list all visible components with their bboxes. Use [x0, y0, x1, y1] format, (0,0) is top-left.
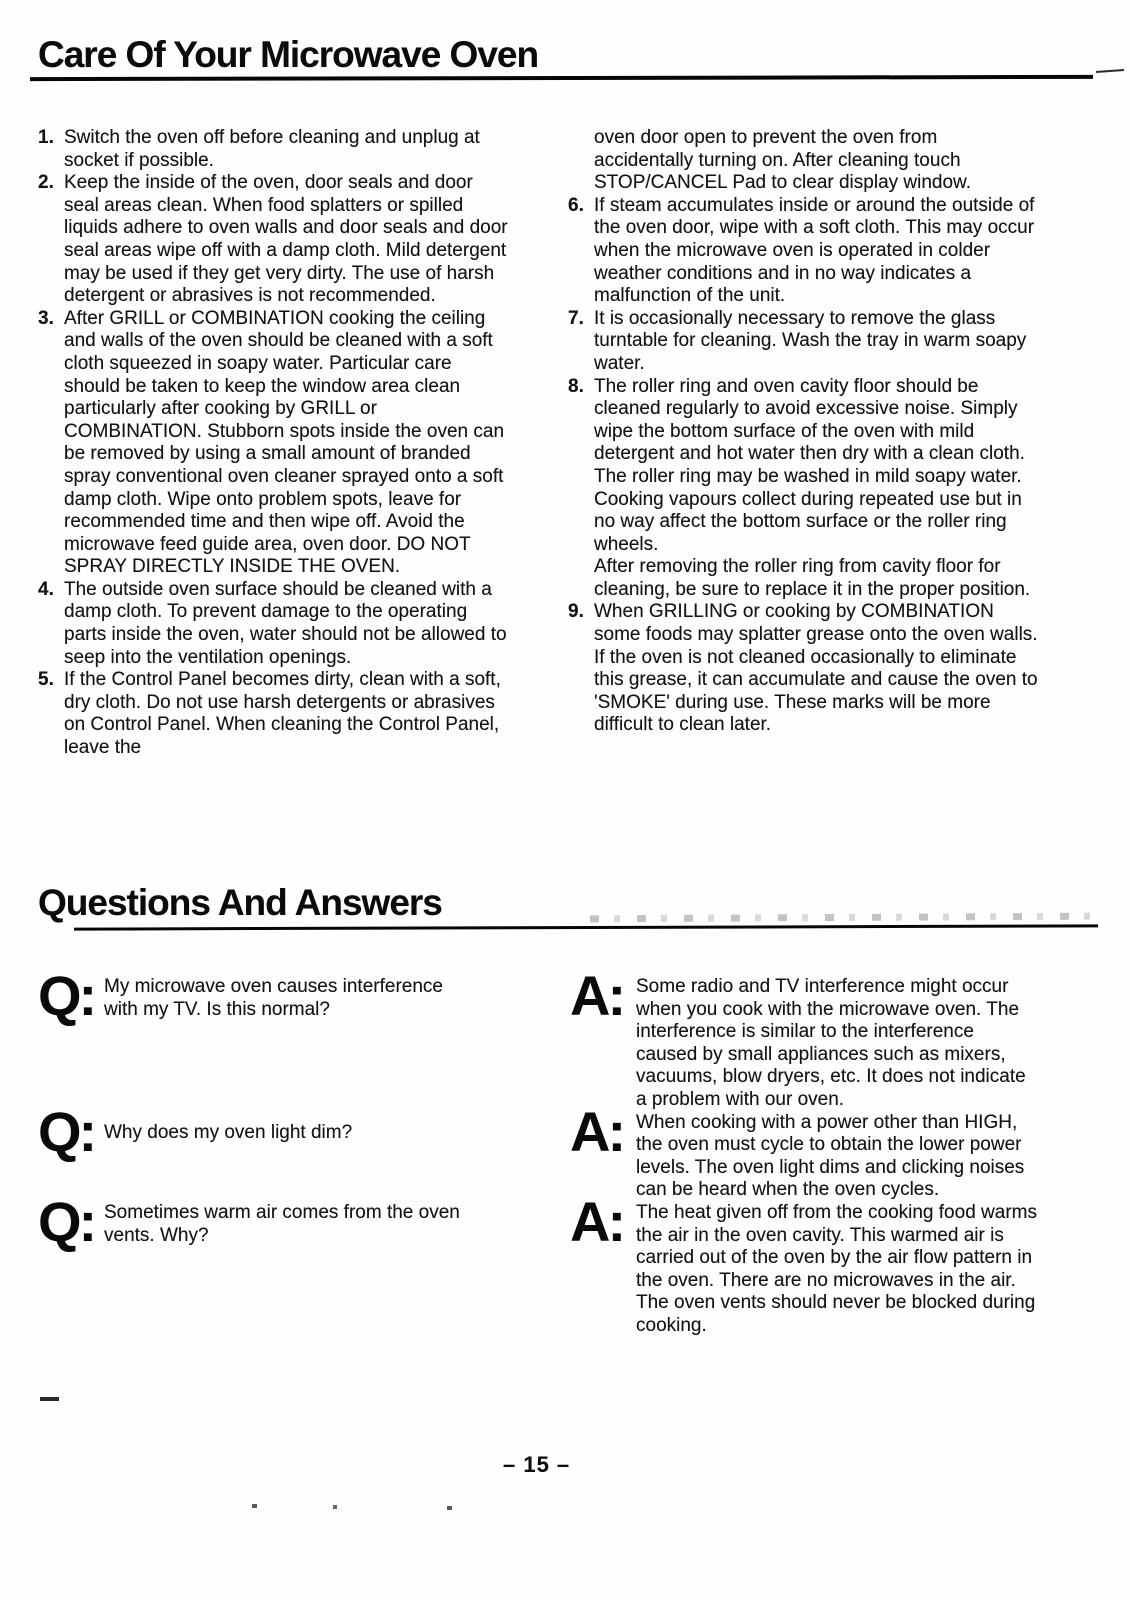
item-number: 3. [38, 307, 54, 329]
item-text: After removing the roller ring from cavity floor for cleaning, be sure to replace it in the proper position. [594, 556, 1031, 600]
answer-block [570, 1099, 1100, 1202]
care-list-right [568, 127, 1040, 760]
qa-pair-3 [38, 1189, 1100, 1338]
qa-section [38, 964, 1100, 1338]
item-text: oven door open to prevent the oven from accidentally turning on. After cleaning touch STOP/CANCEL Pad to clear display window. [594, 127, 972, 194]
question-text-wrap [104, 976, 476, 1021]
item-text: Switch the oven off before cleaning and unplug at socket if possible. [64, 127, 480, 171]
a-marker: A: [570, 1189, 624, 1253]
care-item-4 [38, 579, 512, 669]
q-marker: Q: [38, 1189, 95, 1253]
care-item-5-continued [568, 127, 1040, 195]
item-number [568, 127, 594, 195]
question-text: Why does my oven light dim? [104, 1122, 353, 1144]
item-number: 8. [568, 375, 584, 397]
item-number: 1. [38, 127, 54, 148]
item-number: 5. [38, 669, 54, 691]
care-item-8-continued [568, 556, 1040, 601]
question-text-wrap [104, 1112, 352, 1156]
item-number: 6. [568, 194, 584, 216]
care-section-title: Care Of Your Microwave Oven [38, 34, 539, 75]
question-block [38, 1099, 570, 1163]
care-item-9 [568, 601, 1040, 737]
care-item-7 [568, 308, 1040, 376]
care-item-6 [568, 195, 1040, 308]
care-item-3 [38, 308, 512, 579]
qa-section-title: Questions And Answers [38, 882, 442, 923]
care-item-8 [568, 376, 1040, 557]
item-number: 7. [568, 307, 584, 329]
scan-artifact-smudge [590, 913, 1100, 923]
question-text: Sometimes warm air comes from the oven vents. Why? [104, 1201, 460, 1246]
qa-pair-2 [38, 1099, 1100, 1202]
question-block [38, 964, 570, 1027]
care-title-divider [30, 75, 1093, 81]
item-text: When GRILLING or cooking by COMBINATION some foods may splatter grease onto the oven walls. If the oven is not cleaned occasionally to eliminate this grease, it can accumulate and cause the oven to 'SMOKE' during use. These marks will be more difficult to clean later. [594, 601, 1038, 736]
answer-text: Some radio and TV interference might occur when you cook with the microwave oven. The interference is similar to the interference caused by small appliances such as mixers, vacuums, blow dryers, etc. It does not indicate a problem with our oven. [636, 976, 1026, 1110]
care-item-5 [38, 669, 512, 759]
care-item-1 [38, 127, 512, 172]
scan-artifact-speck [447, 1506, 452, 1510]
a-marker: A: [570, 964, 624, 1027]
qa-pair-1 [38, 964, 1100, 1112]
item-number: 9. [568, 601, 584, 623]
item-text: After GRILL or COMBINATION cooking the ceiling and walls of the oven should be cleaned with a soft cloth squeezed in soapy water. Particular care should be taken to keep the window area clean particularly after cooking by GRILL or COMBINATION. Stubborn spots inside the oven can be removed by using a small amount of branded spray conventional oven cleaner sprayed onto a soft damp cloth. Wipe onto problem spots, leave for recommended time and then wipe off. Avoid the microwave feed guide area, oven door. DO NOT SPRAY DIRECTLY INSIDE THE OVEN. [64, 307, 505, 578]
page-number: – 15 – [503, 1452, 571, 1477]
q-marker: Q: [38, 1099, 95, 1163]
item-text: If steam accumulates inside or around the outside of the oven door, wipe with a soft cloth. This may occur when the microwave oven is operated in colder weather conditions and in no way indicates a malfunction of the unit. [594, 194, 1035, 307]
item-text: The roller ring and oven cavity floor should be cleaned regularly to avoid excessive noise. Simply wipe the bottom surface of the oven with mild detergent and hot water then dry with a clean cloth. The roller ring may be washed in mild soapy water. Cooking vapours collect during repeated use but in no way affect the bottom surface or the roller ring wheels. [594, 375, 1025, 555]
item-text: It is occasionally necessary to remove the glass turntable for cleaning. Wash the tray in warm soapy water. [594, 307, 1027, 374]
care-instructions [38, 127, 1040, 760]
care-list-left [38, 127, 512, 760]
answer-text: When cooking with a power other than HIGH, the oven must cycle to obtain the lower power levels. The oven light dims and clicking noises can be heard when the oven cycles. [636, 1111, 1025, 1201]
q-marker: Q: [38, 964, 95, 1027]
item-number: 2. [38, 172, 54, 194]
answer-block [570, 1189, 1100, 1338]
scan-artifact-dash [40, 1397, 59, 1401]
item-number [568, 556, 594, 601]
question-text-wrap [104, 1202, 476, 1247]
question-block [38, 1189, 570, 1253]
item-text: If the Control Panel becomes dirty, clean with a soft, dry cloth. Do not use harsh detergents or abrasives on Control Panel. When cleaning the Control Panel, leave the [64, 669, 501, 759]
a-marker: A: [570, 1099, 624, 1163]
answer-block [570, 964, 1100, 1112]
item-number: 4. [38, 578, 54, 600]
item-text: Keep the inside of the oven, door seals and door seal areas clean. When food splatters or spilled liquids adhere to oven walls and door seals and door seal areas wipe off with a damp cloth. Mild detergent may be used if they get very dirty. The use of harsh detergent or abrasives is not recommended. [64, 172, 508, 307]
care-item-2 [38, 172, 512, 308]
answer-text: The heat given off from the cooking food warms the air in the oven cavity. This warmed air is carried out of the oven by the air flow pattern in the oven. There are no microwaves in the air. The oven vents should never be blocked during cooking. [636, 1201, 1037, 1336]
qa-title-divider [74, 924, 1098, 930]
scan-artifact-speck [333, 1505, 337, 1509]
scan-artifact-divider-tail [1096, 69, 1124, 73]
item-text: The outside oven surface should be cleaned with a damp cloth. To prevent damage to the operating parts inside the oven, water should not be allowed to seep into the ventilation openings. [64, 578, 507, 668]
question-text: My microwave oven causes interference with my TV. Is this normal? [104, 976, 443, 1020]
scan-artifact-speck [252, 1504, 257, 1508]
